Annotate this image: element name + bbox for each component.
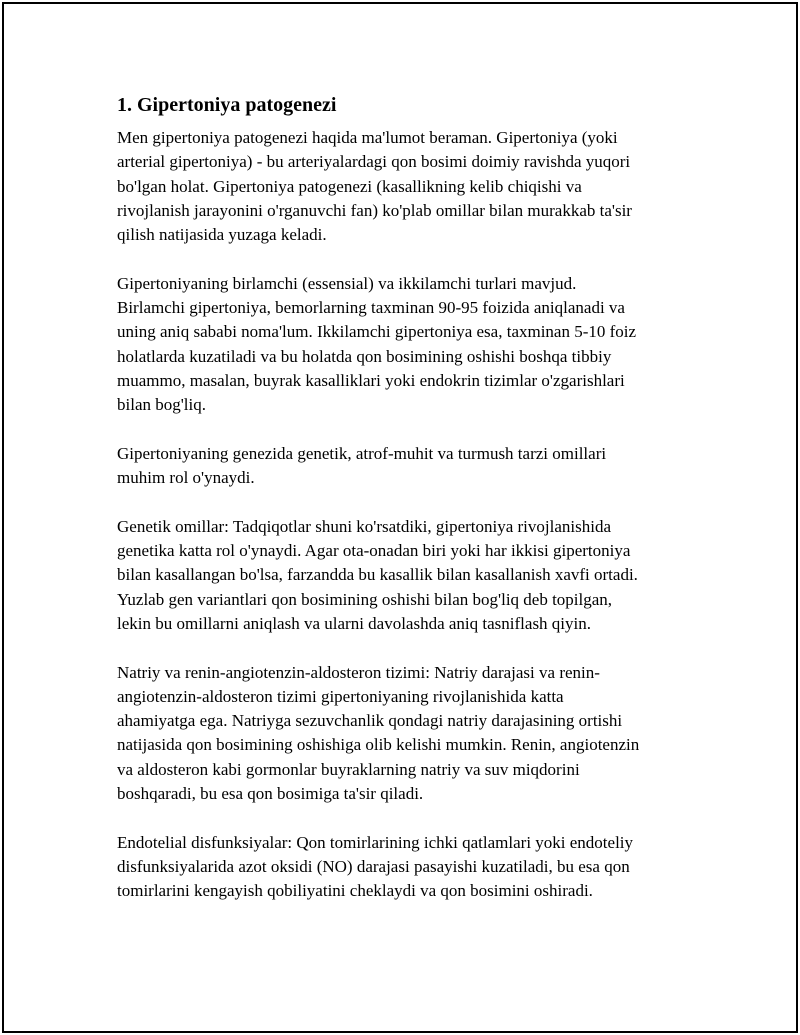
paragraph-types: Gipertoniyaning birlamchi (essensial) va ikkilamchi turlari mavjud. Birlamchi gipertoniya, bemorlarning taxminan 90-95 foizida aniqlanadi va uning aniq sababi noma'lum. Ikkilamchi gipertoniya esa, taxminan 5-10 foiz holatlarda kuzatiladi va bu holatda qon bosimining oshishi boshqa tibbiy muammo, masalan, buyrak kasalliklari yoki endokrin tizimlar o'zgarishlari bilan bog'liq. bbox=[117, 273, 637, 415]
paragraph-genesis: Gipertoniyaning genezida genetik, atrof-muhit va turmush tarzi omillari muhim rol o'ynaydi. bbox=[117, 443, 607, 488]
paragraph-genetic-factors: Genetik omillar: Tadqiqotlar shuni ko'rsatdiki, gipertoniya rivojlanishida genetika katta rol o'ynaydi. Agar ota-onadan biri yoki har ikkisi gipertoniya bilan kasallangan bo'lsa, farzandda bu kasallik bilan kasallanish xavfi ortadi. Yuzlab gen variantlari qon bosimining oshishi bilan bog'liq deb topilgan, lekin bu omillarni aniqlash va ularni davolashda aniq tasniflash qiyin. bbox=[117, 516, 638, 633]
document-title: 1. Gipertoniya patogenezi bbox=[117, 94, 337, 116]
paragraph-endothelial: Endotelial disfunksiyalar: Qon tomirlarining ichki qatlamlari yoki endoteliy disfunksiyalarida azot oksidi (NO) darajasi pasayishi kuzatiladi, bu esa qon tomirlarini kengayish qobiliyatini cheklaydi va qon bosimini oshiradi. bbox=[117, 832, 634, 901]
paragraph-sodium-raas: Natriy va renin-angiotenzin-aldosteron tizimi: Natriy darajasi va renin- angiotenzin-aldosteron tizimi gipertoniyaning rivojlanishida katta ahamiyatga ega. Natriyga sezuvchanlik qondagi natriy darajasining ortishi natijasida qon bosimining oshishiga olib kelishi mumkin. Renin, angiotenzin va aldosteron kabi gormonlar buyraklarning natriy va suv miqdorini boshqaradi, bu esa qon bosimiga ta'sir qiladi. bbox=[117, 662, 640, 804]
document-body bbox=[117, 92, 687, 928]
paragraph-intro: Men gipertoniya patogenezi haqida ma'lumot beraman. Gipertoniya (yoki arterial gipertoniya) - bu arteriyalardagi qon bosimi doimiy ravishda yuqori bo'lgan holat. Gipertoniya patogenezi (kasallikning kelib chiqishi va rivojlanish jarayonini o'rganuvchi fan) ko'plab omillar bilan murakkab ta'sir qilish natijasida yuzaga keladi. bbox=[117, 128, 632, 245]
